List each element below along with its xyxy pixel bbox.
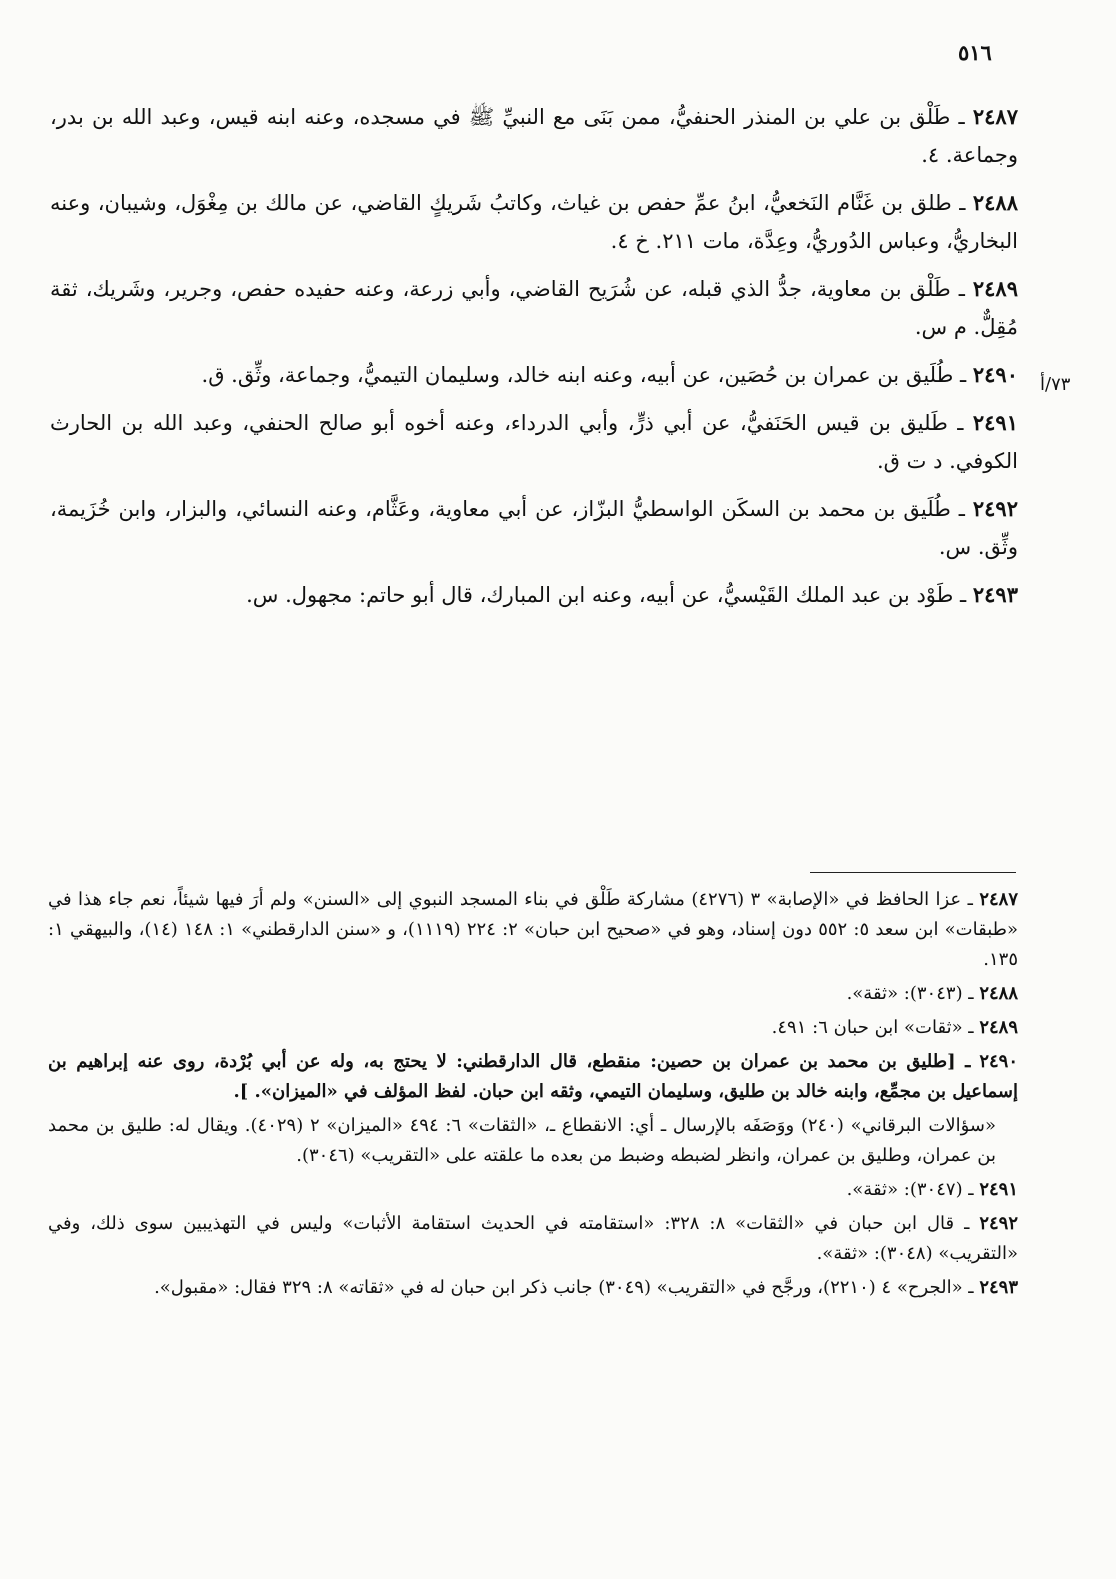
footnote-number: ٢٤٩٣: [979, 1277, 1018, 1298]
footnote-2489: [48, 1013, 1018, 1043]
page-number: ٥١٦: [958, 40, 992, 65]
footnote-number: ٢٤٩٠: [979, 1051, 1018, 1072]
footnote-2490: [48, 1047, 1018, 1107]
footnote-2493: [48, 1273, 1018, 1303]
footnote-number: ٢٤٩١: [979, 1179, 1018, 1200]
footnote-number: ٢٤٨٧: [979, 889, 1018, 910]
entry-2488: [50, 184, 1018, 260]
entry-text: ـ طُلَيق بن محمد بن السكَن الواسطيُّ البزّاز، عن أبي معاوية، وعَثَّام، وعنه النسائي، والبزار، وابن خُزَيمة، وثِّق. س.: [50, 497, 1018, 559]
entry-number: ٢٤٩٢: [972, 496, 1018, 521]
footnote-text: ـ «الجرح» ٤ (٢٢١٠)، ورجَّح في «التقريب» (٣٠٤٩) جانب ذكر ابن حبان له في «ثقاته» ٨: ٣٢٩ فقال: «مقبول».: [154, 1277, 974, 1298]
entry-number: ٢٤٨٩: [972, 276, 1018, 301]
footnotes: [48, 885, 1018, 1307]
footnote-text: ـ (٣٠٤٧): «ثقة».: [846, 1179, 974, 1200]
entry-number: ٢٤٩١: [972, 410, 1018, 435]
entry-2491: [50, 404, 1018, 480]
footnote-text: ـ «ثقات» ابن حبان ٦: ٤٩١.: [771, 1017, 974, 1038]
footnote-text: ـ عزا الحافظ في «الإصابة» ٣ (٤٢٧٦) مشاركة طَلْق في بناء المسجد النبوي إلى «السنن» ولم أرَ فيها شيئاً، نعم جاء هذا في «طبقات» ابن سعد ٥: ٥٥٢ دون إسناد، وهو في «صحيح ابن حبان» ٢: ٢٢٤ (١١١٩)، و «سنن الدارقطني» ١: ١٤٨ (١٤)، والبيهقي ١: ١٣٥.: [48, 889, 1018, 970]
footnote-number: ٢٤٩٢: [979, 1213, 1018, 1234]
entry-text: ـ طَلْق بن علي بن المنذر الحنفيُّ، ممن بَنَى مع النبيِّ ﷺ في مسجده، وعنه ابنه قيس، وعبد الله بن بدر، وجماعة. ٤.: [50, 105, 1018, 167]
entry-text: ـ طلق بن غَنَّام النَخعيُّ، ابنُ عمِّ حفص بن غياث، وكاتبُ شَريكٍ القاضي، عن مالك بن مِغْوَل، وشيبان، وعنه البخاريُّ، وعباس الدُوريُّ، وعِدَّة، مات ٢١١. خ ٤.: [50, 191, 1018, 253]
margin-folio-note: ٧٣/أ: [1040, 374, 1071, 395]
footnote-2487: [48, 885, 1018, 975]
entry-number: ٢٤٨٨: [972, 190, 1018, 215]
footnote-text: ـ (٣٠٤٣): «ثقة».: [846, 983, 974, 1004]
footnote-text: ـ قال ابن حبان في «الثقات» ٨: ٣٢٨: «استقامته في الحديث استقامة الأثبات» وليس في التهذيبين سوى ذلك، وفي «التقريب» (٣٠٤٨): «ثقة».: [48, 1213, 1018, 1264]
entry-number: ٢٤٩٣: [972, 582, 1018, 607]
entry-2490: [50, 356, 1018, 394]
footnote-text: «سؤالات البرقاني» (٢٤٠) ووَصَفَه بالإرسال ـ أي: الانقطاع ـ، «الثقات» ٦: ٤٩٤ «الميزان» ٢ (٤٠٢٩). ويقال له: طليق بن محمد بن عمران، وطليق بن عمران، وانظر لضبطه وضبط من بعده ما علقته على «التقريب» (٣٠٤٦).: [48, 1115, 996, 1166]
footnote-2491: [48, 1175, 1018, 1205]
entry-2489: [50, 270, 1018, 346]
footnote-2490-continued: [48, 1111, 1018, 1171]
entry-number: ٢٤٩٠: [972, 362, 1018, 387]
entry-text: ـ طُلَيق بن عمران بن حُصَين، عن أبيه، وعنه ابنه خالد، وسليمان التيميُّ، وجماعة، وثِّق. ق.: [201, 363, 967, 387]
entry-text: ـ طَليق بن قيس الحَنَفيُّ، عن أبي ذرٍّ، وأبي الدرداء، وعنه أخوه أبو صالح الحنفي، وعبد الله بن الحارث الكوفي. د ت ق.: [50, 411, 1018, 473]
footnote-number: ٢٤٨٨: [979, 983, 1018, 1004]
footnote-text: ـ [طليق بن محمد بن عمران بن حصين: منقطع، قال الدارقطني: لا يحتج به، وله عن أبي بُرْدة، روى عنه إبراهيم بن إسماعيل بن مجمِّع، وابنه خالد بن طليق، وسليمان التيمي، وثقه ابن حبان. لفظ المؤلف في «الميزان». ].: [48, 1051, 1018, 1102]
entry-2493: [50, 576, 1018, 614]
footnote-2492: [48, 1209, 1018, 1269]
footnote-divider: [810, 872, 1016, 873]
entry-text: ـ طَلْق بن معاوية، جدُّ الذي قبله، عن شُرَيح القاضي، وأبي زرعة، وعنه حفيده حفص، وجرير، وشَريك، ثقة مُقِلٌّ. م س.: [50, 277, 1018, 339]
entry-text: ـ طَوْد بن عبد الملك القَيْسيُّ، عن أبيه، وعنه ابن المبارك، قال أبو حاتم: مجهول. س.: [246, 583, 967, 607]
entry-2492: [50, 490, 1018, 566]
entry-2487: [50, 98, 1018, 174]
footnote-number: ٢٤٨٩: [979, 1017, 1018, 1038]
footnote-2488: [48, 979, 1018, 1009]
entry-number: ٢٤٨٧: [972, 104, 1018, 129]
main-text: [50, 98, 1018, 624]
